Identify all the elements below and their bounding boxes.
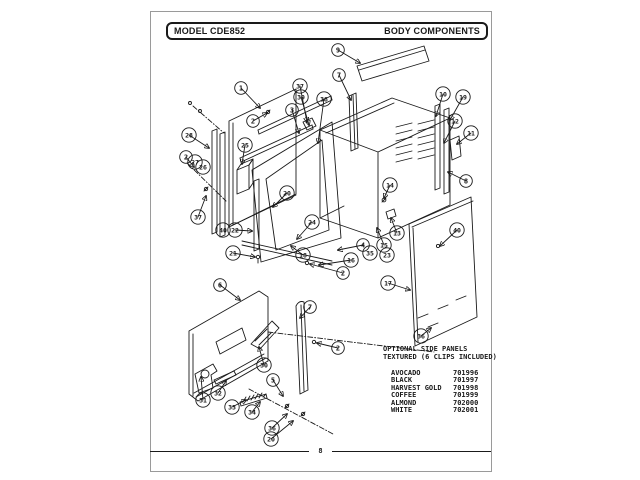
footer-rule-right xyxy=(332,451,491,452)
callout-21 xyxy=(226,246,255,260)
panel-color: WHITE xyxy=(391,406,413,415)
callout-5 xyxy=(267,374,283,396)
svg-text:2: 2 xyxy=(335,344,341,353)
svg-text:38: 38 xyxy=(320,95,328,104)
panel-color: COFFEE xyxy=(391,391,417,400)
svg-text:9: 9 xyxy=(335,46,341,55)
svg-text:34: 34 xyxy=(248,408,256,417)
svg-text:6: 6 xyxy=(217,281,223,290)
callout-10 xyxy=(436,87,450,116)
callout-1 xyxy=(235,82,260,108)
side-panel xyxy=(409,197,477,346)
callout-35 xyxy=(363,246,377,260)
svg-text:28: 28 xyxy=(185,131,193,140)
section-label: BODY COMPONENTS xyxy=(384,25,480,36)
corner-gusset xyxy=(251,321,279,349)
diagonal-trims xyxy=(240,96,332,162)
svg-text:40: 40 xyxy=(453,226,461,235)
callout-33 xyxy=(225,400,246,414)
svg-text:16: 16 xyxy=(347,256,355,265)
spacer-panel xyxy=(357,46,429,81)
svg-text:20: 20 xyxy=(267,435,275,444)
svg-text:8: 8 xyxy=(463,177,469,186)
oven-front-frame xyxy=(242,122,341,265)
footer-rule-left xyxy=(150,451,309,452)
svg-text:26: 26 xyxy=(199,163,207,172)
callout-13 xyxy=(390,218,404,240)
panel-part-number: 701996 xyxy=(453,369,479,377)
svg-text:37: 37 xyxy=(296,82,304,91)
page-footer xyxy=(150,447,491,455)
callout-28 xyxy=(182,128,209,148)
panel-part-number: 701999 xyxy=(453,391,479,400)
callout-17 xyxy=(381,276,410,290)
callout-2 xyxy=(310,264,349,279)
callout-9 xyxy=(332,44,360,63)
panel-color: BLACK xyxy=(391,376,413,385)
svg-text:3: 3 xyxy=(289,106,295,115)
panel-part-number: 702001 xyxy=(453,406,479,415)
svg-text:36: 36 xyxy=(268,424,276,433)
svg-text:7: 7 xyxy=(336,71,342,80)
page-number: 8 xyxy=(318,447,323,455)
bracket-13 xyxy=(386,209,396,219)
panel-part-number: 701997 xyxy=(453,376,479,385)
panel-color: HARVEST GOLD xyxy=(391,383,442,392)
callout-4 xyxy=(338,239,369,252)
svg-text:13: 13 xyxy=(393,229,401,238)
panel-color: ALMOND xyxy=(391,398,417,407)
svg-text:27: 27 xyxy=(191,158,199,167)
svg-text:2: 2 xyxy=(340,269,346,278)
panel-part-number: 702000 xyxy=(453,398,479,407)
left-trim-strips xyxy=(212,129,225,237)
callout-8 xyxy=(448,172,472,187)
svg-text:5: 5 xyxy=(270,376,276,385)
svg-text:4: 4 xyxy=(360,241,366,250)
svg-text:31: 31 xyxy=(199,396,207,405)
svg-text:20: 20 xyxy=(283,189,291,198)
svg-text:12: 12 xyxy=(451,117,459,126)
svg-text:22: 22 xyxy=(231,226,239,235)
callout-2 xyxy=(317,342,344,355)
side-panel-table xyxy=(383,370,513,414)
callout-37 xyxy=(191,196,206,224)
note-subtitle: TEXTURED (6 CLIPS INCLUDED) xyxy=(383,353,497,361)
model-label: MODEL CDE852 xyxy=(174,25,246,36)
svg-text:35: 35 xyxy=(366,249,374,258)
svg-text:24: 24 xyxy=(308,218,316,227)
svg-text:30: 30 xyxy=(260,361,268,370)
callout-22 xyxy=(228,223,252,237)
callout-36 xyxy=(414,328,431,343)
callout-26 xyxy=(196,160,210,174)
panel-color: AVOCADO xyxy=(391,369,421,377)
svg-text:40: 40 xyxy=(219,226,227,235)
table-row xyxy=(391,407,513,414)
callout-7 xyxy=(300,301,316,318)
callout-23 xyxy=(380,248,394,262)
svg-text:21: 21 xyxy=(229,249,237,258)
drawer-panel xyxy=(189,291,268,401)
optional-side-panels-note xyxy=(383,345,513,414)
svg-text:23: 23 xyxy=(383,251,391,260)
svg-text:17: 17 xyxy=(384,279,392,288)
callout-40 xyxy=(440,223,464,246)
callout-32 xyxy=(211,381,226,400)
svg-text:39: 39 xyxy=(297,93,305,102)
svg-text:14: 14 xyxy=(386,181,394,190)
note-title: OPTIONAL SIDE PANELS xyxy=(383,345,468,353)
svg-text:15: 15 xyxy=(380,241,388,250)
callout-2 xyxy=(247,113,267,127)
side-panel-clip xyxy=(428,323,438,327)
svg-text:2: 2 xyxy=(250,117,256,126)
callout-31 xyxy=(196,377,210,407)
svg-text:7: 7 xyxy=(307,303,313,312)
svg-text:10: 10 xyxy=(439,90,447,99)
svg-text:11: 11 xyxy=(467,129,475,138)
callout-6 xyxy=(214,279,240,300)
callout-16 xyxy=(319,253,358,267)
callout-11 xyxy=(457,126,478,144)
callout-14 xyxy=(383,178,397,198)
hatched-strip xyxy=(240,393,267,406)
bracket-25 xyxy=(237,159,253,194)
svg-text:32: 32 xyxy=(214,389,222,398)
svg-text:18: 18 xyxy=(299,251,307,260)
callout-7 xyxy=(333,69,351,100)
svg-text:36: 36 xyxy=(417,332,425,341)
svg-text:1: 1 xyxy=(238,84,244,93)
svg-text:25: 25 xyxy=(241,141,249,150)
callout-38 xyxy=(317,92,331,143)
svg-text:2: 2 xyxy=(183,153,189,162)
panel-part-number: 701998 xyxy=(453,383,479,392)
svg-text:33: 33 xyxy=(228,403,236,412)
svg-text:19: 19 xyxy=(459,93,467,102)
svg-text:37: 37 xyxy=(194,213,202,222)
